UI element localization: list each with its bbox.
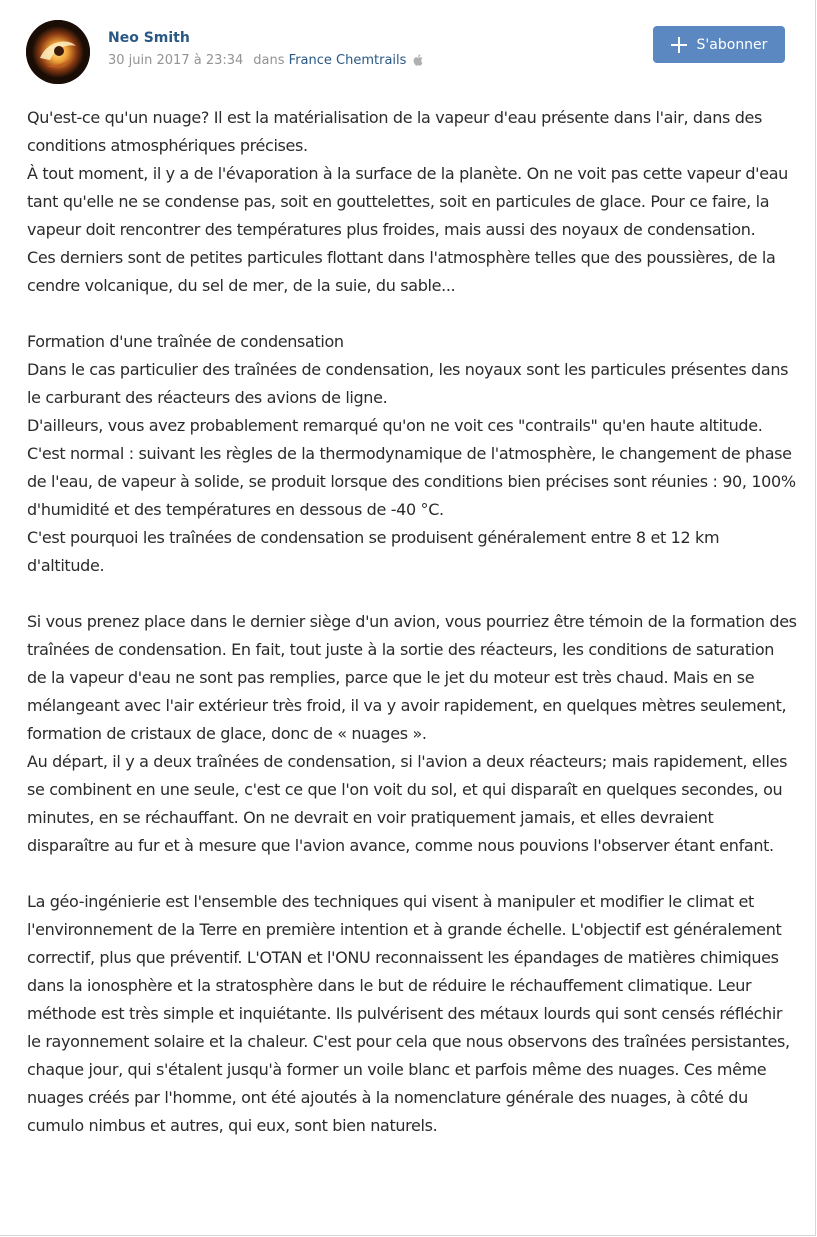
subscribe-button[interactable] bbox=[653, 26, 785, 63]
author-name[interactable]: Neo Smith bbox=[108, 30, 190, 46]
apple-icon bbox=[413, 54, 423, 70]
paragraph bbox=[27, 104, 797, 300]
text-line: C'est pourquoi les traînées de condensation se produisent généralement entre 8 et 12 km d'altitude. bbox=[27, 528, 720, 575]
group-link[interactable]: France Chemtrails bbox=[288, 53, 407, 68]
paragraph bbox=[27, 888, 797, 1140]
paragraph bbox=[27, 328, 797, 580]
in-label: dans bbox=[253, 53, 285, 68]
text-line: Si vous prenez place dans le dernier siège d'un avion, vous pourriez être témoin de la formation des traînées de condensation. En fait, tout juste à la sortie des réacteurs, les conditions de saturation de la vapeur d'eau ne sont pas remplies, parce que le jet du moteur est très chaud. Mais en se mélangeant avec l'air extérieur très froid, il va y avoir rapidement, en quelques mètres seulement, formation de cristaux de glace, donc de « nuages ». bbox=[27, 612, 797, 743]
subscribe-label: S'abonner bbox=[696, 36, 768, 53]
avatar-image bbox=[26, 20, 90, 84]
avatar[interactable] bbox=[26, 20, 90, 84]
text-line: Au départ, il y a deux traînées de condensation, si l'avion a deux réacteurs; mais rapidement, elles se combinent en une seule, c'est ce que l'on voit du sol, et qui disparaît en quelques secondes, ou minutes, en se réchauffant. On ne devrait en voir pratiquement jamais, et elles devraient disparaître au fur et à mesure que l'avion avance, comme nous pouvions l'observer étant enfant. bbox=[27, 752, 788, 855]
text-line: Qu'est-ce qu'un nuage? Il est la matérialisation de la vapeur d'eau présente dans l'air, dans des conditions atmosphériques précises. bbox=[27, 108, 762, 155]
text-line: À tout moment, il y a de l'évaporation à la surface de la planète. On ne voit pas cette vapeur d'eau tant qu'elle ne se condense pas, soit en gouttelettes, soit en particules de glace. Pour ce faire, la vapeur doit rencontrer des températures plus froides, mais aussi des noyaux de condensation. bbox=[27, 164, 788, 239]
text-line: D'ailleurs, vous avez probablement remarqué qu'on ne voit ces "contrails" qu'en haute altitude. C'est normal : suivant les règles de la thermodynamique de l'atmosphère, le changement de phase de l'eau, de vapeur à solide, se produit lorsque des conditions bien précises sont réunies : 90, 100% d'humidité et des températures en dessous de -40 °C. bbox=[27, 416, 796, 519]
post-text bbox=[27, 104, 797, 1140]
text-line: Dans le cas particulier des traînées de condensation, les noyaux sont les particules présentes dans le carburant des réacteurs des avions de ligne. bbox=[27, 360, 789, 407]
post-date[interactable]: 30 juin 2017 à 23:34 bbox=[108, 53, 244, 68]
text-line: Ces derniers sont de petites particules flottant dans l'atmosphère telles que des poussières, de la cendre volcanique, du sel de mer, de la suie, du sable... bbox=[27, 248, 776, 295]
plus-icon bbox=[671, 37, 687, 53]
section-heading: Formation d'une traînée de condensation bbox=[27, 332, 344, 351]
paragraph bbox=[27, 608, 797, 860]
text-line: La géo-ingénierie est l'ensemble des techniques qui visent à manipuler et modifier le climat et l'environnement de la Terre en première intention et à grande échelle. L'objectif est généralement correctif, plus que préventif. L'OTAN et l'ONU reconnaissent les épandages de matières chimiques dans la ionosphère et la stratosphère dans le but de réduire le réchauffement climatique. Leur méthode est très simple et inquiétante. Ils pulvérisent des métaux lourds qui sont censés réfléchir le rayonnement solaire et la chaleur. C'est pour cela que nous observons des traînées persistantes, chaque jour, qui s'étalent jusqu'à former un voile blanc et parfois même des nuages. Ces même nuages créés par l'homme, ont été ajoutés à la nomenclature générale des nuages, à côté du cumulo nimbus et autres, qui eux, sont bien naturels. bbox=[27, 892, 790, 1135]
post-meta bbox=[108, 53, 423, 70]
